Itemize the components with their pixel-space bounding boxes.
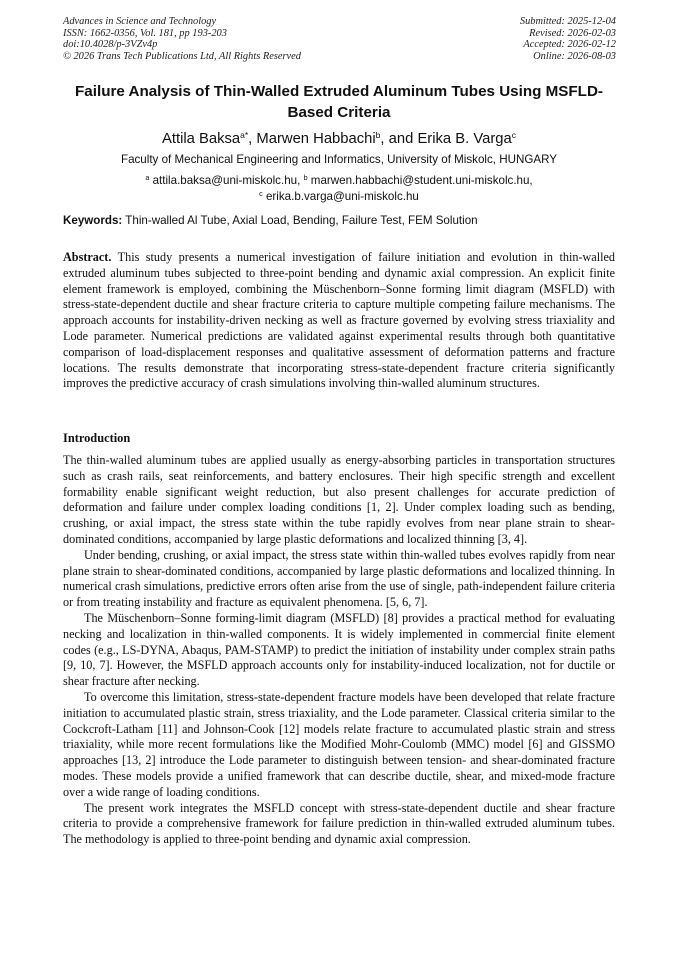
- email-address[interactable]: erika.b.varga@uni-miskolc.hu: [265, 190, 419, 203]
- abstract-paragraph: [63, 250, 615, 392]
- author-marker: a*: [240, 130, 249, 140]
- author-separator: ,: [248, 131, 257, 147]
- email-address[interactable]: attila.baksa@uni-miskolc.hu,: [152, 174, 301, 187]
- date-online: Online: 2026-08-03: [533, 50, 616, 62]
- journal-copyright: © 2026 Trans Tech Publications Ltd, All Rights Reserved: [63, 50, 301, 62]
- journal-issn: ISSN: 1662-0356, Vol. 181, pp 193-203: [63, 27, 227, 39]
- author-separator: , and: [380, 131, 418, 147]
- introduction-body: [63, 453, 615, 848]
- section-heading-introduction: Introduction: [63, 431, 131, 445]
- body-paragraph: To overcome this limitation, stress-state-dependent fracture models have been developed that relate fracture initiation to accumulated plastic strain, stress triaxiality, and the Lode parameter. Classical criteria similar to the Cockcroft-Latham [11] and Johnson-Cook [12] models relate fracture to accumulated plastic strain and stress triaxiality, while more recent formulations like the Modified Mohr-Coulomb (MMC) model [6] and GISSMO approaches [13, 2] introduce the Lode parameter to distinguish between tension- and shear-dominated fracture modes. These models provide a unified framework that can describe ductile, shear, and mixed-mode fracture over a wide range of loading conditions.: [63, 689, 615, 799]
- date-revised: Revised: 2026-02-03: [529, 27, 616, 39]
- keywords-label: Keywords:: [63, 214, 123, 227]
- dates-header: [396, 16, 616, 62]
- abstract-label: Abstract.: [63, 250, 112, 264]
- paper-title: Failure Analysis of Thin-Walled Extruded Aluminum Tubes Using MSFLD-Based Criteria: [75, 83, 603, 121]
- email-address[interactable]: marwen.habbachi@student.uni-miskolc.hu,: [310, 174, 533, 187]
- author-marker: c: [511, 130, 516, 140]
- author-marker: b: [375, 130, 381, 140]
- author-name: Attila Baksa: [161, 131, 241, 147]
- email-line: [63, 186, 615, 206]
- author-name: Erika B. Varga: [417, 131, 512, 147]
- body-paragraph: Under bending, crushing, or axial impact, the stress state within thin-walled tubes evolves rapidly from near plane strain to shear-dominated conditions, accompanied by large plastic deformations and localized thinning. In numerical crash simulations, predictive errors often arise from the use of single, path-independent failure criteria or from treating instability and fracture as equivalent phenomena. [5, 6, 7].: [63, 547, 615, 610]
- abstract-text: This study presents a numerical investigation of failure initiation and evolution in thin-walled extruded aluminum tubes subjected to three-point bending and dynamic axial compression. An explicit finite element framework is employed, combining the Müschenborn–Sonne forming limit diagram (MSFLD) with stress-state-dependent ductile and shear fracture criteria to capture multiple competing failure mechanisms. The approach accounts for instability-driven necking as well as fracture governed by evolving stress triaxiality and Lode parameter. Numerical predictions are validated against experimental results through both quantitative comparison of load-displacement responses and qualitative assessment of deformation patterns and fracture locations. The results demonstrate that incorporating stress-state-dependent fracture criteria significantly improves the predictive accuracy of crash simulations involving thin-walled aluminum structures.: [63, 250, 615, 391]
- body-paragraph: The thin-walled aluminum tubes are applied usually as energy-absorbing particles in transportation structures such as crash rails, seat reinforcements, and battery enclosures. Their high specific strength and excellent formability enable significant weight reduction, but also present challenges for accurate prediction of deformation and failure under complex loading conditions [1, 2]. Under complex loading such as bending, crushing, or axial impact, the stress state within the tube rapidly evolves from near plane strain to shear-dominated conditions, accompanied by large plastic deformations and localized thinning [3, 4].: [63, 453, 615, 546]
- affiliation: Faculty of Mechanical Engineering and Informatics, University of Miskolc, HUNGARY: [120, 153, 557, 166]
- journal-name: Advances in Science and Technology: [63, 16, 217, 27]
- keywords: [63, 213, 615, 228]
- journal-doi[interactable]: doi:10.4028/p-3VZv4p: [63, 39, 158, 51]
- email-marker: b: [303, 173, 308, 182]
- body-paragraph: The Müschenborn–Sonne forming-limit diagram (MSFLD) [8] provides a practical method for evaluating necking and localization in thin-walled components. It is widely implemented in commercial finite element codes (e.g., LS-DYNA, Abaqus, PAM-STAMP) to predict the initiation of instability under complex strain paths [9, 10, 7]. However, the MSFLD approach accounts only for instability-induced localization, not for ductile or shear fracture after necking.: [63, 610, 615, 689]
- author-name: Marwen Habbachi: [256, 131, 376, 147]
- email-marker: a: [145, 173, 150, 182]
- body-paragraph: The present work integrates the MSFLD concept with stress-state-dependent ductile and shear fracture criteria to provide a comprehensive framework for failure prediction in thin-walled extruded aluminum tubes. The methodology is applied to three-point bending and dynamic axial compression.: [63, 800, 615, 847]
- date-accepted: Accepted: 2026-02-12: [523, 39, 616, 51]
- date-submitted: Submitted: 2025-12-04: [519, 16, 616, 27]
- abstract: [63, 250, 615, 392]
- keywords-text: Thin-walled Al Tube, Axial Load, Bending, Failure Test, FEM Solution: [125, 214, 478, 227]
- author-list: [63, 126, 615, 148]
- email-marker: c: [259, 189, 263, 198]
- journal-header: [63, 16, 423, 62]
